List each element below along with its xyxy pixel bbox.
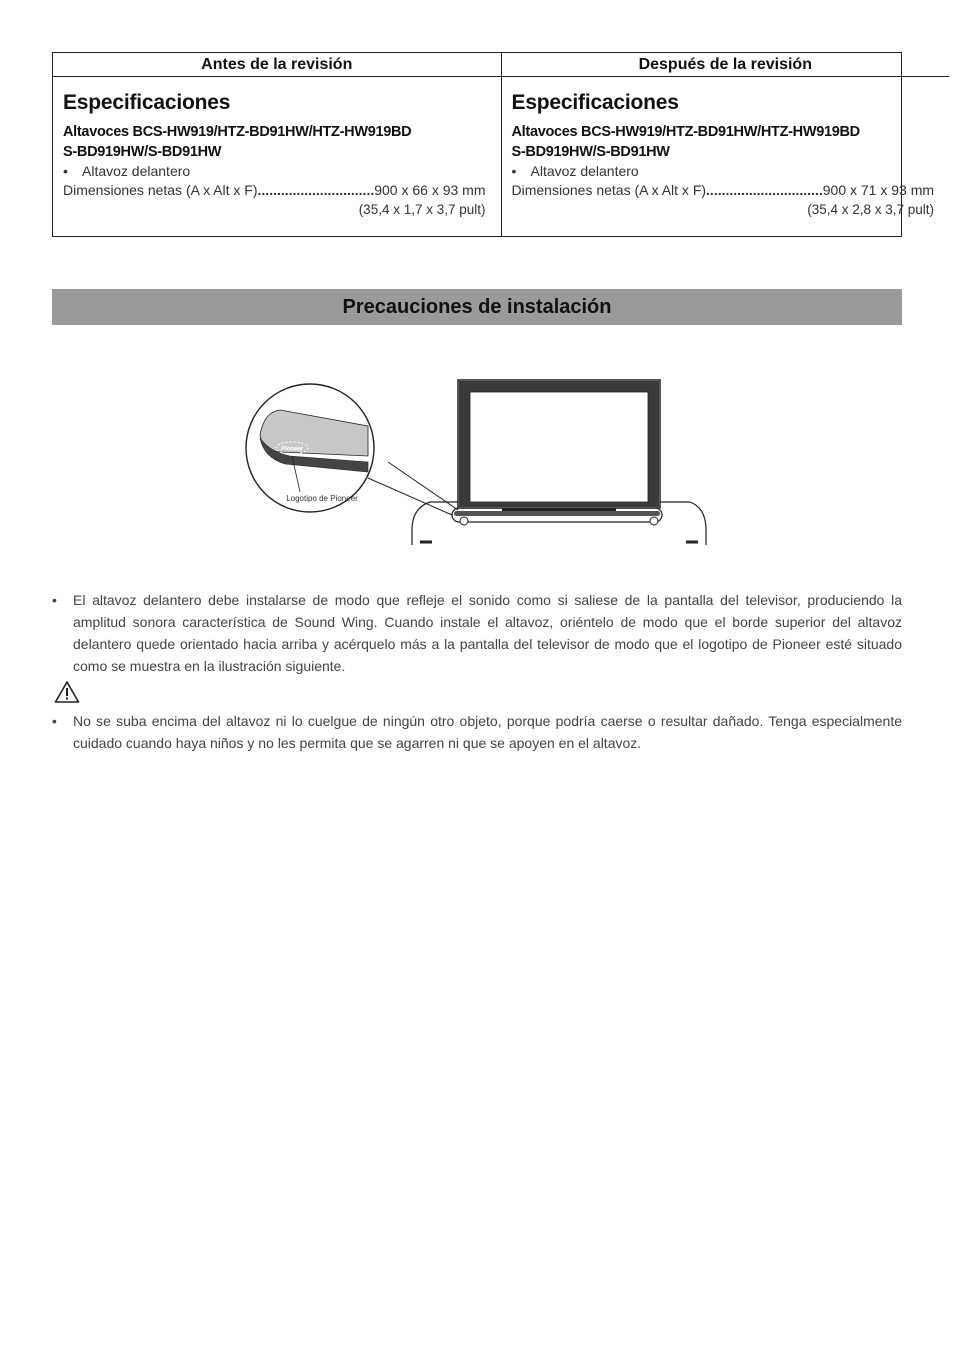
leader-dots: .............................. xyxy=(706,182,823,198)
bullet-mark: • xyxy=(52,592,57,608)
after-revision-header: Después de la revisión xyxy=(502,53,950,77)
before-revision-header: Antes de la revisión xyxy=(53,53,501,77)
before-dim-label: Dimensiones netas (A x Alt x F) xyxy=(63,182,258,198)
section-title-banner: Precauciones de instalación xyxy=(52,289,902,325)
before-revision-column xyxy=(53,53,501,236)
bullet-mark: • xyxy=(511,163,517,179)
before-spec-title: Especificaciones xyxy=(63,91,231,114)
after-revision-column xyxy=(501,53,950,236)
bullet-mark: • xyxy=(63,163,68,179)
pioneer-logo-label: Logotipo de Pioneer xyxy=(286,494,358,503)
revision-table xyxy=(52,52,935,237)
pioneer-logo-text: Pioneer xyxy=(280,446,304,453)
bullet-mark: • xyxy=(52,713,57,729)
before-model-line-1: Altavoces BCS-HW919/HTZ-BD91HW/HTZ-HW919BD xyxy=(63,124,412,140)
logo-callout xyxy=(246,384,458,515)
installation-illustration xyxy=(240,370,720,550)
after-spec-title: Especificaciones xyxy=(511,91,679,114)
caution-note-text: No se suba encima del altavoz ni lo cuelgue de ningún otro objeto, porque podría caerse o resultar dañado. Tenga especialmente cuidado cuando haya niños y no les permita que se agarren ni que se apoyen en el altavoz. xyxy=(73,713,902,751)
after-model-line-2: S-BD919HW/S-BD91HW xyxy=(511,144,670,160)
before-dim-inch: (35,4 x 1,7 x 3,7 pult) xyxy=(358,202,486,217)
television xyxy=(458,380,660,511)
installation-note-text: El altavoz delantero debe instalarse de modo que refleje el sonido como si saliese de la pantalla del televisor, produciendo la amplitud sonora característica de Sound Wing. Cuando instale el altavoz, oriéntelo de modo que el borde superior del altavoz delantero quede orientado hacia arriba y acérquelo más a la pantalla del televisor de modo que el logotipo de Pioneer esté situado como se muestra en la ilustración siguiente. xyxy=(73,592,902,674)
caution-note xyxy=(52,710,902,754)
after-dim-value: 900 x 71 x 93 mm xyxy=(822,182,935,198)
installation-note xyxy=(52,589,902,677)
before-dimensions xyxy=(63,181,486,200)
after-dim-label: Dimensiones netas (A x Alt x F) xyxy=(511,182,707,198)
after-item-label: Altavoz delantero xyxy=(530,163,639,179)
leader-dots: .............................. xyxy=(257,182,375,198)
before-item-label: Altavoz delantero xyxy=(82,163,191,179)
after-model-line-1: Altavoces BCS-HW919/HTZ-BD91HW/HTZ-HW919BD xyxy=(511,124,860,140)
warning-triangle-icon xyxy=(54,680,80,704)
after-item xyxy=(512,162,935,181)
after-dimensions xyxy=(512,181,935,200)
before-item xyxy=(63,162,486,181)
before-dim-value: 900 x 66 x 93 mm xyxy=(374,182,486,198)
before-model-line-2: S-BD919HW/S-BD91HW xyxy=(63,144,222,160)
after-dim-inch: (35,4 x 2,8 x 3,7 pult) xyxy=(807,202,935,217)
